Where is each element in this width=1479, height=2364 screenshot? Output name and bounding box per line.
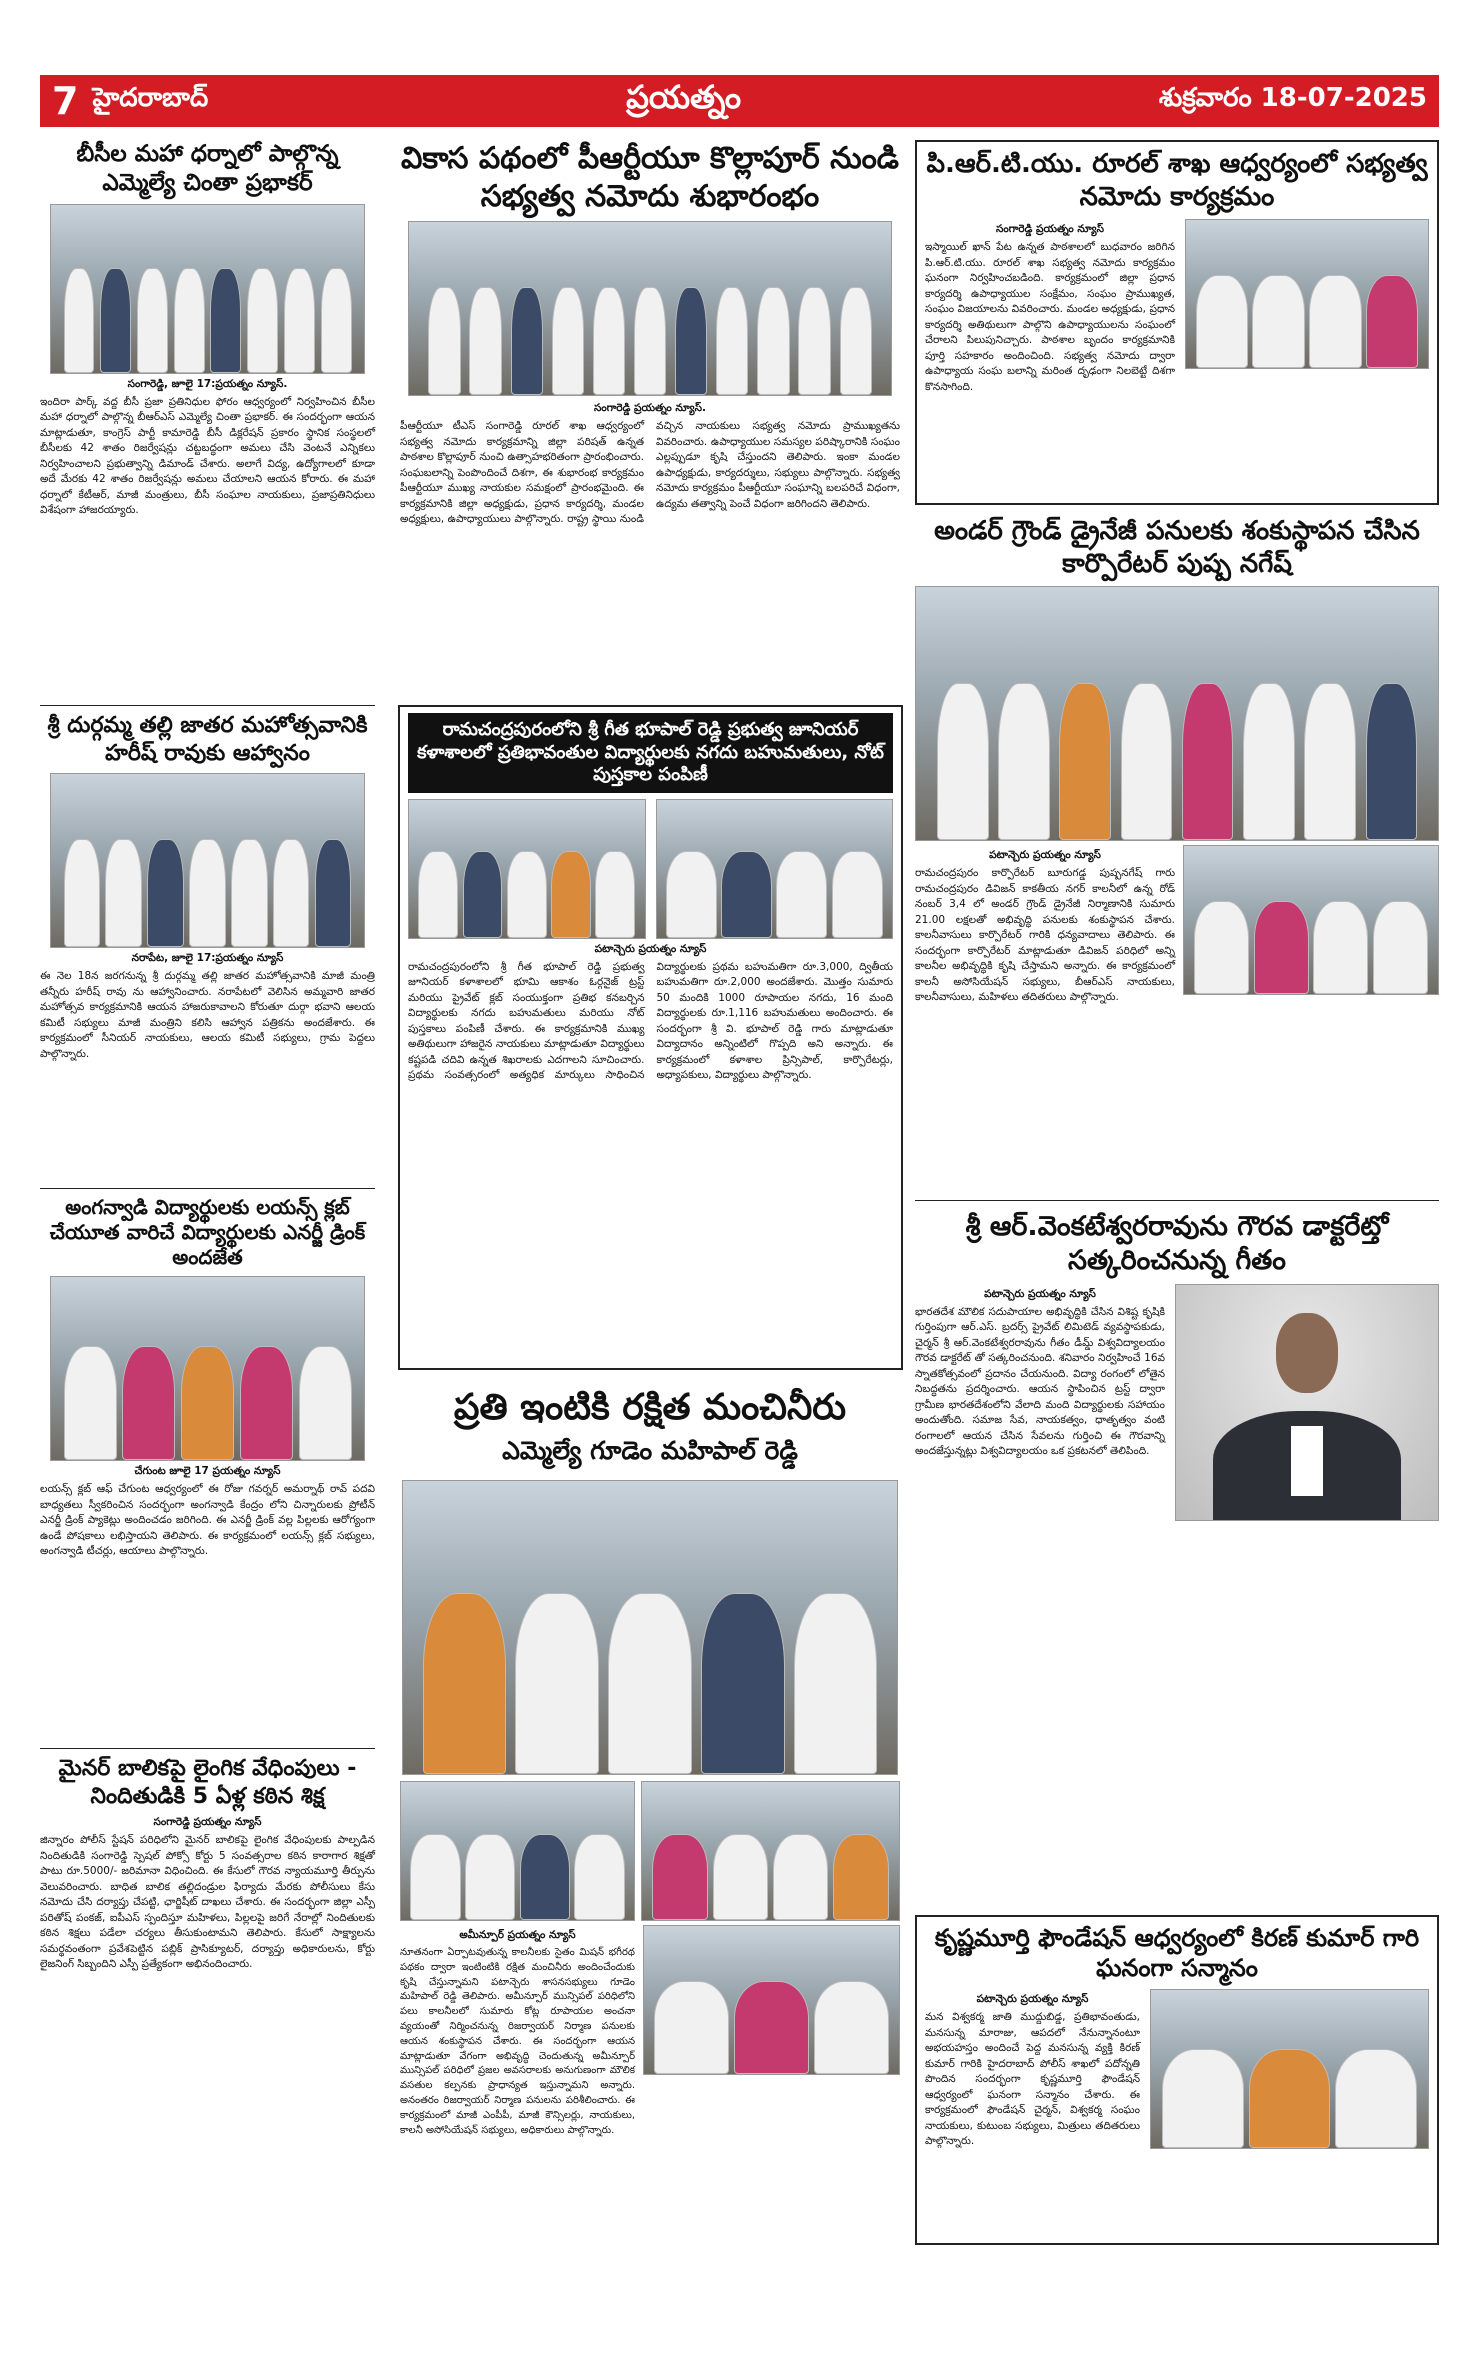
story-body: ఈ నెల 18న జరగనున్న శ్రీ దుర్గమ్మ తల్లి జాతర మహోత్సవానికి మాజీ మంత్రి తన్నీరు హరీష్ రావు ను ఆహ్వానించారు. నరాపేటలో వెలిసిన అమ్మవారి జాతర మహోత్సవ కార్యక్రమానికి ఆయన హాజరుకావాలని కోరుతూ దుర్గా భవాని ఆలయ కమిటీ సభ్యులు మాజీ మంత్రిని కలిసి ఆహ్వాన పత్రికను అందజేశారు. ఈ కార్యక్రమంలో సీనియర్ నాయకులు, ఆలయ కమిటీ సభ్యులు, గ్రామ పెద్దలు పాల్గొన్నారు. (40, 970, 375, 1060)
story-body: రామచంద్రపురంలోని శ్రీ గీత భూపాల్ రెడ్డి ప్రభుత్వ జూనియర్ కళాశాలలో భూమి ఆకాశం ఓర్గనైజ్ ట్రస్ట్ మరియు ప్రైవేట్ క్లబ్ సంయుక్తంగా ప్రతిభ కనబర్చిన విద్యార్థులకు నగదు బహుమతులు మరియు నోట్ పుస్తకాలు పంపిణీ చేశారు. ఈ కార్యక్రమానికి ముఖ్య అతిథులుగా హాజరైన నాయకులు మాట్లాడుతూ విద్యార్థులు కష్టపడి చదివి ఉన్నత శిఖరాలకు ఎదగాలని సూచించారు. ప్రథమ సంవత్సరంలో అత్యధిక మార్కులు సాధించిన విద్యార్థులకు ప్రథమ బహుమతిగా రూ.3,000, ద్వితీయ బహుమతిగా రూ.2,000 అందజేశారు. మొత్తం సుమారు 50 మందికి 1000 రూపాయల నగదు, 16 మంది విద్యార్థులకు రూ.1,116 బహుమతులు అందించారు. ఈ సందర్భంగా శ్రీ వి. భూపాల్ రెడ్డి గారు మాట్లాడుతూ విద్యాదానం అన్నింటిలో గొప్పది అని అన్నారు. ఈ కార్యక్రమంలో కళాశాల ప్రిన్సిపాల్, కార్పొరేటర్లు, అధ్యాపకులు, విద్యార్థులు పాల్గొన్నారు. (408, 960, 893, 1082)
story-text (915, 845, 1175, 1006)
masthead (40, 75, 1439, 127)
story-text (925, 219, 1175, 395)
story-prtu-rural (915, 140, 1439, 505)
story-anganwadi-lions (40, 1195, 375, 1560)
photo-portrait (1175, 1284, 1439, 1521)
story-body: లయన్స్ క్లబ్ ఆఫ్ చేగుంట ఆధ్వర్యంలో ఈ రోజు గవర్నర్ అమర్నాథ్ రావ్ పదవి బాధ్యతలు స్వీకరించిన సందర్భంగా అంగన్వాడి కేంద్రం లోని చిన్నారులకు ప్రోటీన్ ఎనర్జీ డ్రింక్ ప్యాకెట్లు అందించడం జరిగింది. ఈ ఎనర్జీ డ్రింక్ వల్ల పిల్లలకు ఆరోగ్యంగా ఉండే పోషకాలు లభిస్తాయని తెలిపారు. ఈ కార్యక్రమంలో లయన్స్ క్లబ్ సభ్యులు, అంగన్వాడి టీచర్లు, ఆయాలు పాల్గొన్నారు. (40, 1483, 375, 1558)
story-dateline: అమీన్పూర్ ప్రయత్నం న్యూస్ (459, 1929, 576, 1941)
story-krishnamurthy-foundation (915, 1915, 1439, 2245)
story-dateline: పటాన్చెరు ప్రయత్నం న్యూస్ (594, 942, 707, 955)
story-dateline: సంగారెడ్డి ప్రయత్నం న్యూస్ (153, 1816, 262, 1828)
story-underground-drainage (915, 515, 1439, 1006)
photo-drinking-water-4 (643, 1925, 900, 2075)
story-dateline: పటాన్చెరు ప్రయత్నం న్యూస్ (984, 1287, 1096, 1300)
story-content (925, 1989, 1429, 2150)
story-geetha-college (398, 705, 903, 1370)
photo-drainage-2 (1183, 845, 1439, 995)
masthead-left (52, 79, 208, 123)
story-honorary-doctorate (915, 1210, 1439, 1521)
photo-pacs-membership (408, 221, 892, 396)
divider (915, 1200, 1439, 1201)
photo-krishnamurthy (1150, 1989, 1429, 2149)
story-body: నూతనంగా ఏర్పాటవుతున్న కాలనీలకు సైతం మిషన్ భగీరథ పథకం ద్వారా ఇంటింటికి రక్షిత మంచినీరు అందించేందుకు కృషి చేస్తున్నామని పటాన్చెరు శాసనసభ్యులు గూడెం మహిపాల్ రెడ్డి తెలిపారు. అమీన్పూర్ మున్సిపల్ పరిధిలోని పలు కాలనీలలో సుమారు కోట్ల రూపాయల అంచనా వ్యయంతో నిర్మించనున్న రిజర్వాయర్ నిర్మాణ పనులకు ఆయన శంకుస్థాపన చేశారు. ఈ సందర్భంగా ఆయన మాట్లాడుతూ వేగంగా అభివృద్ధి చెందుతున్న అమీన్పూర్ మున్సిపల్ పరిధిలో ప్రజల అవసరాలకు అనుగుణంగా మౌలిక వసతుల కల్పనకు ప్రాధాన్యత ఇస్తున్నామని అన్నారు. అనంతరం రిజర్వాయర్ నిర్మాణ పనులను పరిశీలించారు. ఈ కార్యక్రమంలో మాజీ ఎంపీపీ, మాజీ కౌన్సిలర్లు, నాయకులు, కాలనీ అసోసియేషన్ సభ్యులు, అధికారులు పాల్గొన్నారు. (400, 1947, 635, 2136)
story-headline: శ్రీ దుర్గమ్మ తల్లి జాతర మహోత్సవానికి హరీష్ రావుకు ఆహ్వానం (47, 713, 368, 766)
story-body: పీఆర్టీయూ టీఎస్ సంగారెడ్డి రూరల్ శాఖ ఆధ్వర్యంలో సభ్యత్వ నమోదు కార్యక్రమాన్ని జిల్లా పరిషత్ ఉన్నత పాఠశాల కొల్లాపూర్ నుంచి ఉత్సాహభరితంగా ప్రారంభించారు. సంఘబలాన్ని పెంపొందించే దిశగా, ఈ శుభారంభ కార్యక్రమం పీఆర్టీయూ ముఖ్య నాయకుల సమక్షంలో ప్రారంభమైంది. ఈ కార్యక్రమానికి జిల్లా అధ్యక్షుడు, ప్రధాన కార్యదర్శి, మండల అధ్యక్షులు, ఉపాధ్యాయులు పాల్గొన్నారు. రాష్ట్ర స్థాయి నుండి వచ్చిన నాయకులు సభ్యత్వ నమోదు ప్రాముఖ్యతను వివరించారు. ఉపాధ్యాయుల సమస్యల పరిష్కారానికి సంఘం ఎల్లప్పుడూ కృషి చేస్తుందని తెలిపారు. ఇంకా మండల ఉపాధ్యక్షుడు, కార్యదర్శులు, సభ్యులు పాల్గొన్నారు. సభ్యత్వ నమోదు కార్యక్రమం పీఆర్టీయూ సంఘాన్ని బలపరిచే విధంగా, ఉద్యమ తత్వాన్ని పెంచే విధంగా జరిగిందని తెలిపారు. (400, 420, 900, 526)
photo-geetha-2 (656, 799, 894, 939)
story-body: జిన్నారం పోలీస్ స్టేషన్ పరిధిలోని మైనర్ బాలికపై లైంగిక వేధింపులకు పాల్పడిన నిందితుడికి సంగారెడ్డి స్పెషల్ పోక్సో కోర్టు 5 సంవత్సరాల కఠిన కారాగార శిక్షతో పాటు రూ.5000/- జరిమానా విధించింది. ఈ కేసులో గౌరవ న్యాయమూర్తి తీర్పును వెలువరించారు. బాధిత బాలిక తల్లిదండ్రుల ఫిర్యాదు మేరకు పోలీసులు కేసు నమోదు చేసి దర్యాప్తు చేపట్టి, ఛార్జిషీట్ దాఖలు చేశారు. ఈ సందర్భంగా జిల్లా ఎస్పీ పరితోష్ పంకజ్, ఐపీఎస్ స్పందిస్తూ మహిళలు, పిల్లలపై జరిగే నేరాల్లో నిందితులకు కఠిన శిక్షలు పడేలా చర్యలు తీసుకుంటామని తెలిపారు. కేసులో సాక్ష్యాలను సమర్థవంతంగా ప్రవేశపెట్టిన పబ్లిక్ ప్రాసిక్యూటర్, దర్యాప్తు అధికారులను, కోర్టు లైజనింగ్ సిబ్బందిని ఎస్పీ ప్రత్యేకంగా అభినందించారు. (40, 1834, 375, 1971)
story-headline: వికాస పథంలో పీఆర్టీయూ కొల్లాపూర్ నుండి సభ్యత్వ నమోదు శుభారంభం (400, 141, 900, 214)
story-dateline: నరాపేట, జూలై 17:ప్రయత్నం న్యూస్ (131, 952, 284, 964)
story-durgamma-jatara (40, 712, 375, 1062)
photo-drinking-water-main (402, 1480, 898, 1775)
divider (40, 705, 375, 706)
photo-row (400, 1781, 900, 1921)
story-dateline: సంగారెడ్డి, జూలై 17:ప్రయత్నం న్యూస్. (127, 377, 288, 390)
story-headline: ప్రతి ఇంటికి రక్షిత మంచినీరు (453, 1387, 847, 1428)
photo-anganwadi (50, 1276, 365, 1461)
issue-date: శుక్రవారం 18-07-2025 (1158, 83, 1427, 113)
story-headline: పి.ఆర్.టి.యు. రూరల్ శాఖ ఆధ్వర్యంలో సభ్యత్వ నమోదు కార్యక్రమం (926, 149, 1428, 212)
story-dateline: సంగారెడ్డి ప్రయత్నం న్యూస్. (594, 402, 706, 414)
story-content (925, 219, 1429, 395)
photo-geetha-1 (408, 799, 646, 939)
page-number: 7 (52, 79, 79, 123)
story-content (915, 845, 1439, 1006)
story-headline: రామచంద్రపురంలోని శ్రీ గీత భూపాల్ రెడ్డి ప్రభుత్వ జూనియర్ కళాశాలలో ప్రతిభావంతుల విద్యార్థులకు నగదు బహుమతులు, నోట్ పుస్తకాల పంపిణీ (408, 713, 893, 793)
story-body: ఇందిరా పార్క్ వద్ద బీసీ ప్రజా ప్రతినిధుల ఫోరం ఆధ్వర్యంలో నిర్వహించిన బీసీల మహా ధర్నాలో పాల్గొన్న బీఆర్ఎస్ ఎమ్మెల్యే చింతా ప్రభాకర్. ఈ సందర్భంగా ఆయన మాట్లాడుతూ, కాంగ్రెస్ పార్టీ కామారెడ్డి బీసీ డిక్లరేషన్ ప్రకారం స్థానిక సంస్థలలో బీసీలకు 42 శాతం రిజర్వేషన్లు చట్టబద్ధంగా అమలు చేసి వెంటనే ఎన్నికలు నిర్వహించాలని ప్రభుత్వాన్ని డిమాండ్ చేశారు. అలాగే విద్య, ఉద్యోగాలలో కూడా అదే మేరకు 42 శాతం రిజర్వేషన్లు అమలు చేయాలని ఆయన కోరారు. ఈ మహా ధర్నాలో కేటీఆర్, మాజీ మంత్రులు, బీసీ సంఘాల నాయకులు, ప్రజాప్రతినిధులు విశేషంగా హాజరయ్యారు. (40, 395, 375, 517)
story-headline: కృష్ణమూర్తి ఫౌండేషన్ ఆధ్వర్యంలో కిరణ్ కుమార్ గారి ఘనంగా సన్మానం (934, 1924, 1420, 1982)
photo-drinking-water-3 (641, 1781, 900, 1921)
story-lower-left (400, 1925, 635, 2138)
story-headline: శ్రీ ఆర్.వెంకటేశ్వరరావును గౌరవ డాక్టరేట్తో సత్కరించనున్న గీతం (965, 1211, 1389, 1276)
divider (40, 1748, 375, 1749)
story-headline: అండర్ గ్రౌండ్ డ్రైనేజీ పనులకు శంకుస్థాపన చేసిన కార్పొరేటర్ పుష్ప నగేష్ (934, 516, 1420, 579)
story-drinking-water (400, 1385, 900, 2138)
story-dateline: చేగుంట జూలై 17 ప్రయత్నం న్యూస్ (134, 1465, 281, 1477)
story-body: భారతదేశ మౌలిక సదుపాయాల అభివృద్ధికి చేసిన విశిష్ట కృషికి గుర్తింపుగా ఆర్.ఎస్. బ్రదర్స్ ప్రైవేట్ లిమిటెడ్ వ్యవస్థాపకుడు, చైర్మన్ శ్రీ ఆర్.వెంకటేశ్వరరావును గీతం డీమ్డ్ విశ్వవిద్యాలయం గౌరవ డాక్టరేట్ తో సత్కరించనుంది. శనివారం నిర్వహించే 16వ స్నాతకోత్సవంలో ప్రదానం చేయనుంది. విద్యా రంగంలో లోతైన నిబద్ధతను ప్రదర్శించారు. ఆయన స్థాపించిన ట్రస్ట్ ద్వారా గ్రామీణ భారతదేశంలోని వేలాది మంది విద్యార్థులకు సహాయం అందుతోంది. సమాజ సేవ, నాయకత్వం, ధాతృత్వం వంటి రంగాలలో ఆయన చేసిన సేవలను గుర్తించి ఈ గౌరవాన్ని అందజేస్తున్నట్లు విశ్వవిద్యాలయం ఒక ప్రకటనలో తెలిపింది. (915, 1305, 1165, 1458)
story-dateline: సంగారెడ్డి ప్రయత్నం న్యూస్ (996, 223, 1104, 235)
story-headline: అంగన్వాడి విద్యార్థులకు లయన్స్ క్లబ్ చేయూత వారిచే విద్యార్థులకు ఎనర్జీ డ్రింక్ అందజేత (49, 1195, 366, 1269)
story-content (915, 1284, 1439, 1521)
photo-durgamma-jatara (50, 773, 365, 948)
story-dateline: పటాన్చెరు ప్రయత్నం న్యూస్ (989, 849, 1101, 861)
photo-drainage-main (915, 586, 1439, 841)
photo-bc-dharna (50, 204, 365, 374)
story-pacs-membership (400, 140, 900, 528)
story-body: ఇస్మాయిల్ ఖాన్ పేట ఉన్నత పాఠశాలలో బుధవారం జరిగిన పి.ఆర్.టి.యు. రూరల్ శాఖ సభ్యత్వ నమోదు కార్యక్రమం ఘనంగా నిర్వహించబడింది. కార్యక్రమంలో జిల్లా ప్రధాన కార్యదర్శి ఉపాధ్యాయుల సంక్షేమం, సంఘం ప్రాముఖ్యత, సంఘం విజయాలను వివరించారు. మండల అధ్యక్షుడు, ప్రధాన కార్యదర్శి అతిథులుగా పాల్గొని ఉపాధ్యాయులను సంఘంలో చేరాలని పిలుపునిచ్చారు. పాఠశాల బృందం కార్యక్రమానికి పూర్తి సహకారం అందించింది. సభ్యత్వ నమోదు ద్వారా ఉపాధ్యాయ సంఘ బలాన్ని మరింత దృఢంగా నిలబెట్టే దిశగా కొనసాగింది. (925, 241, 1175, 393)
story-subhead: ఎమ్మెల్యే గూడెం మహిపాల్ రెడ్డి (502, 1436, 798, 1465)
photo-drinking-water-2 (400, 1781, 635, 1921)
story-body: మన విశ్వకర్మ జాతి ముద్దుబిడ్డ, ప్రతిభావంతుడు, మనసున్న మారాజు, ఆపదలో నేనున్నానంటూ అభయహస్తం అందించే పెద్ద మనసున్న వ్యక్తి కిరణ్ కుమార్ గారికి హైదరాబాద్ పోలీస్ శాఖలో పదోన్నతి పొందిన సందర్భంగా కృష్ణమూర్తి ఫౌండేషన్ ఆధ్వర్యంలో ఘనంగా సన్మానం చేశారు. ఈ కార్యక్రమంలో ఫౌండేషన్ చైర్మన్, విశ్వకర్మ సంఘం నాయకులు, కుటుంబ సభ్యులు, మిత్రులు తదితరులు పాల్గొన్నారు. (925, 2011, 1140, 2148)
story-body: రామచంద్రపురం కార్పొరేటర్ బూరుగడ్డ పుష్పనగేష్ గారు రామచంద్రపురం డివిజన్ కాకతీయ నగర్ కాలనీలో ఉన్న రోడ్ నంబర్ 3,4 లో అండర్ గ్రౌండ్ డ్రైనేజీ నిర్మాణానికి సుమారు 21.00 లక్షలతో అభివృద్ధి పనులకు శంకుస్థాపన చేశారు. కాలనీవాసులు కార్పొరేటర్ గారికి ధన్యవాదాలు తెలిపారు. ఈ సందర్భంగా కార్పొరేటర్ మాట్లాడుతూ డివిజన్ పరిధిలో అన్ని కాలనీల అభివృద్ధికి కృషి చేస్తామని అన్నారు. ఈ కార్యక్రమంలో కాలనీ అసోసియేషన్ సభ్యులు, బీఆర్ఎస్ నాయకులు, కాలనీవాసులు, మహిళలు తదితరులు పాల్గొన్నారు. (915, 867, 1175, 1004)
photo-prtu-rural (1185, 219, 1429, 369)
story-headline: బీసీల మహా ధర్నాలో పాల్గొన్న ఎమ్మెల్యే చింతా ప్రభాకర్ (76, 141, 339, 196)
divider (40, 1188, 375, 1189)
story-bc-dharna (40, 140, 375, 519)
publication-name: ప్రయత్నం (626, 78, 742, 116)
story-text (925, 1989, 1140, 2150)
story-minor-case (40, 1755, 375, 1973)
city-name: హైదరాబాద్ (92, 83, 209, 113)
story-text (915, 1284, 1165, 1521)
photo-row (408, 799, 893, 939)
story-lower (400, 1925, 900, 2138)
story-dateline: పటాన్చెరు ప్రయత్నం న్యూస్ (976, 1993, 1089, 2005)
story-headline: మైనర్ బాలికపై లైంగిక వేధింపులు - నిందితుడికి 5 ఏళ్ల కఠిన శిక్ష (58, 1756, 357, 1809)
